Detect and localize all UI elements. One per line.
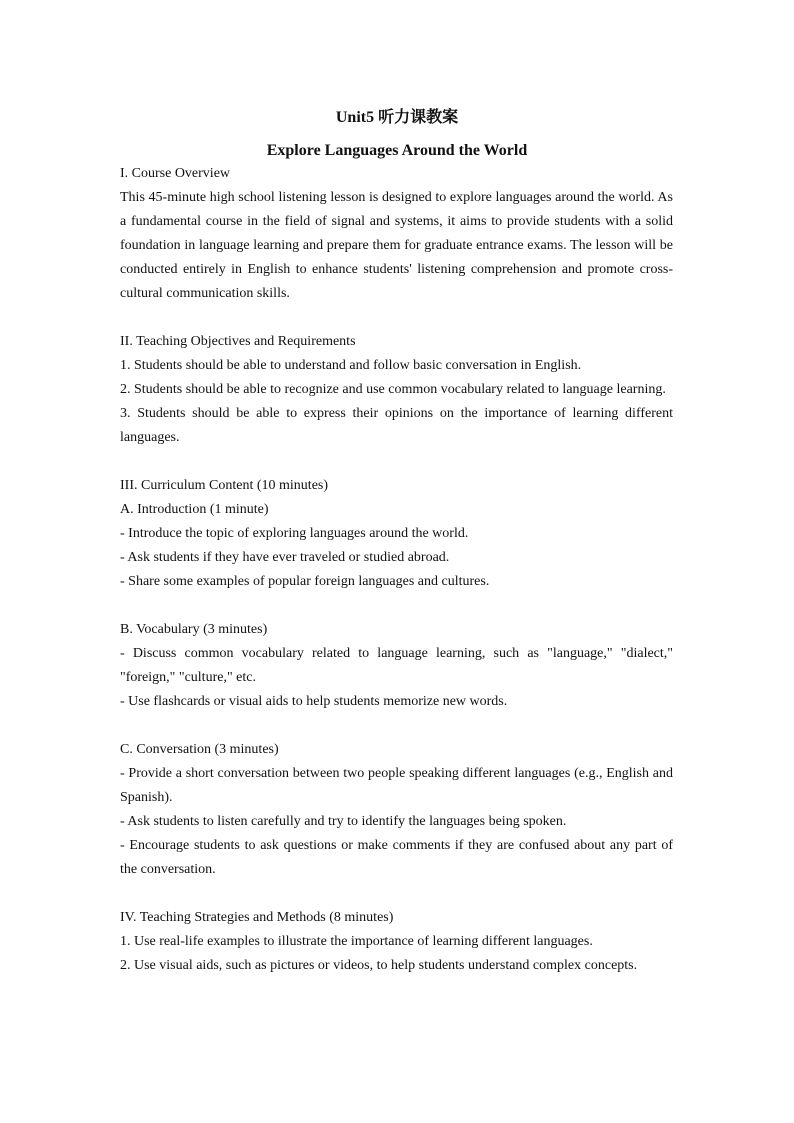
document-title: Unit5 听力课教案 bbox=[335, 109, 459, 126]
introduction-item: - Ask students if they have ever traveled or studied abroad. bbox=[120, 550, 450, 565]
vocabulary-item: - Use flashcards or visual aids to help students memorize new words. bbox=[120, 694, 508, 709]
subsection-heading-conversation: C. Conversation (3 minutes) bbox=[120, 742, 279, 757]
objective-item: 1. Students should be able to understand and follow basic conversation in English. bbox=[120, 358, 582, 373]
objective-item: 3. Students should be able to express their opinions on the importance of learning different languages. bbox=[120, 406, 673, 445]
section-heading-course-overview: I. Course Overview bbox=[120, 166, 231, 181]
introduction-item: - Share some examples of popular foreign languages and cultures. bbox=[120, 574, 490, 589]
spacer bbox=[120, 714, 673, 738]
document-subtitle: Explore Languages Around the World bbox=[266, 142, 528, 159]
subsection-heading-vocabulary: B. Vocabulary (3 minutes) bbox=[120, 622, 268, 637]
course-overview-paragraph: This 45-minute high school listening lesson is designed to explore languages around the world. As a fundamental course in the field of signal and systems, it aims to provide students with a solid foundation in language learning and prepare them for graduate entrance exams. The lesson will be conducted entirely in English to enhance students' listening comprehension and promote cross-cultural communication skills. bbox=[120, 190, 673, 301]
section-heading-objectives: II. Teaching Objectives and Requirements bbox=[120, 334, 356, 349]
conversation-item: - Encourage students to ask questions or make comments if they are confused about any part of the conversation. bbox=[120, 838, 673, 877]
section-heading-strategies: IV. Teaching Strategies and Methods (8 minutes) bbox=[120, 910, 394, 925]
subsection-heading-introduction: A. Introduction (1 minute) bbox=[120, 502, 269, 517]
spacer bbox=[120, 450, 673, 474]
strategy-item: 2. Use visual aids, such as pictures or videos, to help students understand complex concepts. bbox=[120, 958, 638, 973]
spacer bbox=[120, 306, 673, 330]
vocabulary-item: - Discuss common vocabulary related to language learning, such as "language," "dialect," "foreign," "culture," etc. bbox=[120, 646, 673, 685]
strategy-item: 1. Use real-life examples to illustrate the importance of learning different languages. bbox=[120, 934, 593, 949]
spacer bbox=[120, 594, 673, 618]
objective-item: 2. Students should be able to recognize and use common vocabulary related to language learning. bbox=[120, 382, 666, 397]
conversation-item: - Provide a short conversation between two people speaking different languages (e.g., English and Spanish). bbox=[120, 766, 673, 805]
conversation-item: - Ask students to listen carefully and try to identify the languages being spoken. bbox=[120, 814, 567, 829]
document-body bbox=[120, 162, 673, 978]
section-heading-curriculum: III. Curriculum Content (10 minutes) bbox=[120, 478, 329, 493]
introduction-item: - Introduce the topic of exploring languages around the world. bbox=[120, 526, 469, 541]
spacer bbox=[120, 882, 673, 906]
